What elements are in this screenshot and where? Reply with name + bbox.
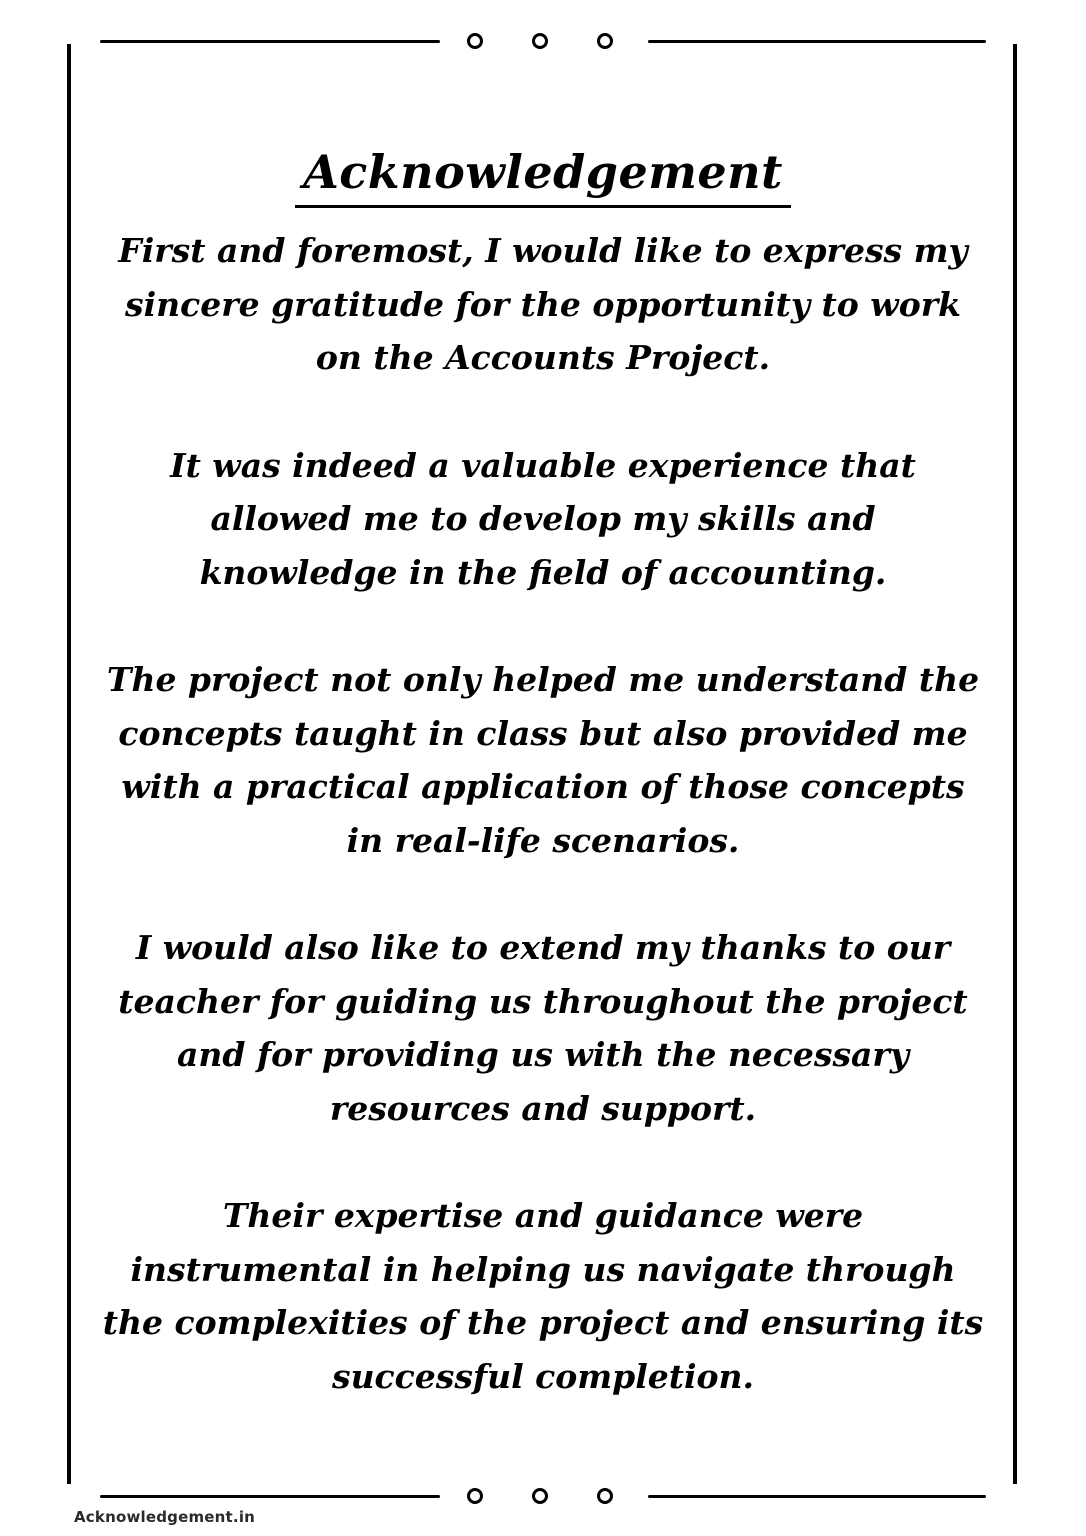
paragraph-3 bbox=[100, 653, 986, 867]
text-line: on the Accounts Project. bbox=[315, 338, 771, 377]
bottom-ornament-left-rule bbox=[100, 1495, 440, 1498]
text-line: successful completion. bbox=[331, 1356, 755, 1396]
acknowledgement-body bbox=[100, 224, 986, 1457]
text-line: First and foremost, I would like to express my bbox=[118, 231, 968, 270]
right-border-line bbox=[1013, 44, 1017, 1484]
bottom-ornament-right-rule bbox=[648, 1495, 986, 1498]
text-line: allowed me to develop my skills and bbox=[210, 499, 876, 538]
circle-icon bbox=[532, 1488, 548, 1504]
text-line: in real-life scenarios. bbox=[346, 820, 740, 860]
text-line: the complexities of the project and ensuring its bbox=[102, 1303, 984, 1342]
top-ornament bbox=[100, 31, 986, 51]
text-line: concepts taught in class but also provided me bbox=[118, 713, 968, 753]
top-ornament-left-rule bbox=[100, 40, 440, 43]
bottom-ornament bbox=[100, 1486, 986, 1506]
top-ornament-right-rule bbox=[648, 40, 986, 43]
paragraph-1 bbox=[100, 224, 986, 385]
circle-icon bbox=[467, 33, 483, 49]
text-line: resources and support. bbox=[329, 1088, 757, 1128]
title-container bbox=[0, 110, 1086, 239]
text-line: The project not only helped me understand the bbox=[106, 660, 980, 699]
text-line: teacher for guiding us throughout the project bbox=[118, 981, 968, 1021]
circle-icon bbox=[532, 33, 548, 49]
paragraph-4 bbox=[100, 921, 986, 1135]
text-line: and for providing us with the necessary bbox=[177, 1035, 909, 1074]
paragraph-5 bbox=[100, 1189, 986, 1403]
text-line: I would also like to extend my thanks to our bbox=[135, 928, 951, 967]
paragraph-2 bbox=[100, 439, 986, 600]
left-border-line bbox=[67, 44, 71, 1484]
text-line: It was indeed a valuable experience that bbox=[170, 445, 916, 485]
text-line: instrumental in helping us navigate through bbox=[130, 1249, 956, 1289]
circle-icon bbox=[597, 1488, 613, 1504]
circle-icon bbox=[467, 1488, 483, 1504]
text-line: with a practical application of those concepts bbox=[121, 767, 965, 806]
text-line: Their expertise and guidance were bbox=[222, 1196, 864, 1235]
page-title: Acknowledgement bbox=[295, 141, 791, 208]
text-line: knowledge in the field of accounting. bbox=[199, 552, 887, 592]
circle-icon bbox=[597, 33, 613, 49]
text-line: sincere gratitude for the opportunity to work bbox=[125, 284, 961, 324]
site-watermark: Acknowledgement.in bbox=[74, 1508, 256, 1526]
